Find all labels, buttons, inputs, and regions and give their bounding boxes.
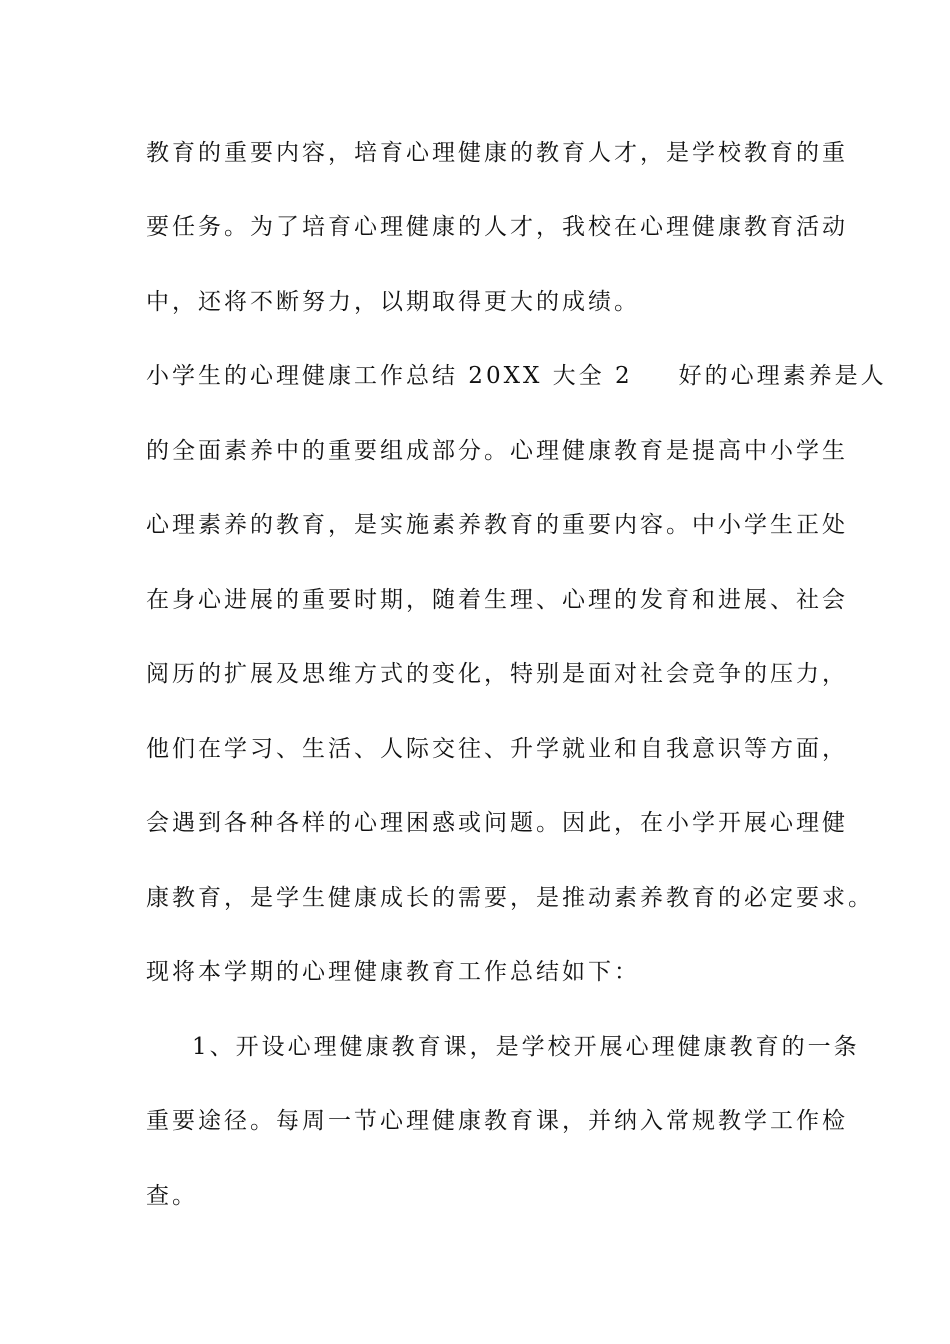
text-line: 会遇到各种各样的心理困惑或问题。因此，在小学开展心理健 (146, 810, 848, 836)
text-line: 中，还将不断努力，以期取得更大的成绩。 (146, 289, 640, 315)
text-line: 的全面素养中的重要组成部分。心理健康教育是提高中小学生 (146, 438, 848, 464)
text-line: 阅历的扩展及思维方式的变化，特别是面对社会竞争的压力， (146, 661, 848, 687)
heading-line (146, 361, 887, 391)
section-heading: 小学生的心理健康工作总结 20XX 大全 2 (146, 363, 633, 389)
text-line: 在身心进展的重要时期，随着生理、心理的发育和进展、社会 (146, 587, 848, 613)
text-line: 心理素养的教育，是实施素养教育的重要内容。中小学生正处 (146, 512, 848, 538)
text-line: 他们在学习、生活、人际交往、升学就业和自我意识等方面， (146, 736, 848, 762)
text-line: 1、开设心理健康教育课，是学校开展心理健康教育的一条 (192, 1034, 860, 1060)
text-line: 现将本学期的心理健康教育工作总结如下： (146, 959, 640, 985)
text-line: 查。 (146, 1183, 198, 1209)
text-line: 要任务。为了培育心理健康的人才，我校在心理健康教育活动 (146, 214, 848, 240)
text-line: 教育的重要内容，培育心理健康的教育人才，是学校教育的重 (146, 140, 848, 166)
text-line: 重要途径。每周一节心理健康教育课，并纳入常规教学工作检 (146, 1108, 848, 1134)
text-line: 好的心理素养是人 (678, 363, 887, 389)
text-line: 康教育，是学生健康成长的需要，是推动素养教育的必定要求。 (146, 885, 874, 911)
